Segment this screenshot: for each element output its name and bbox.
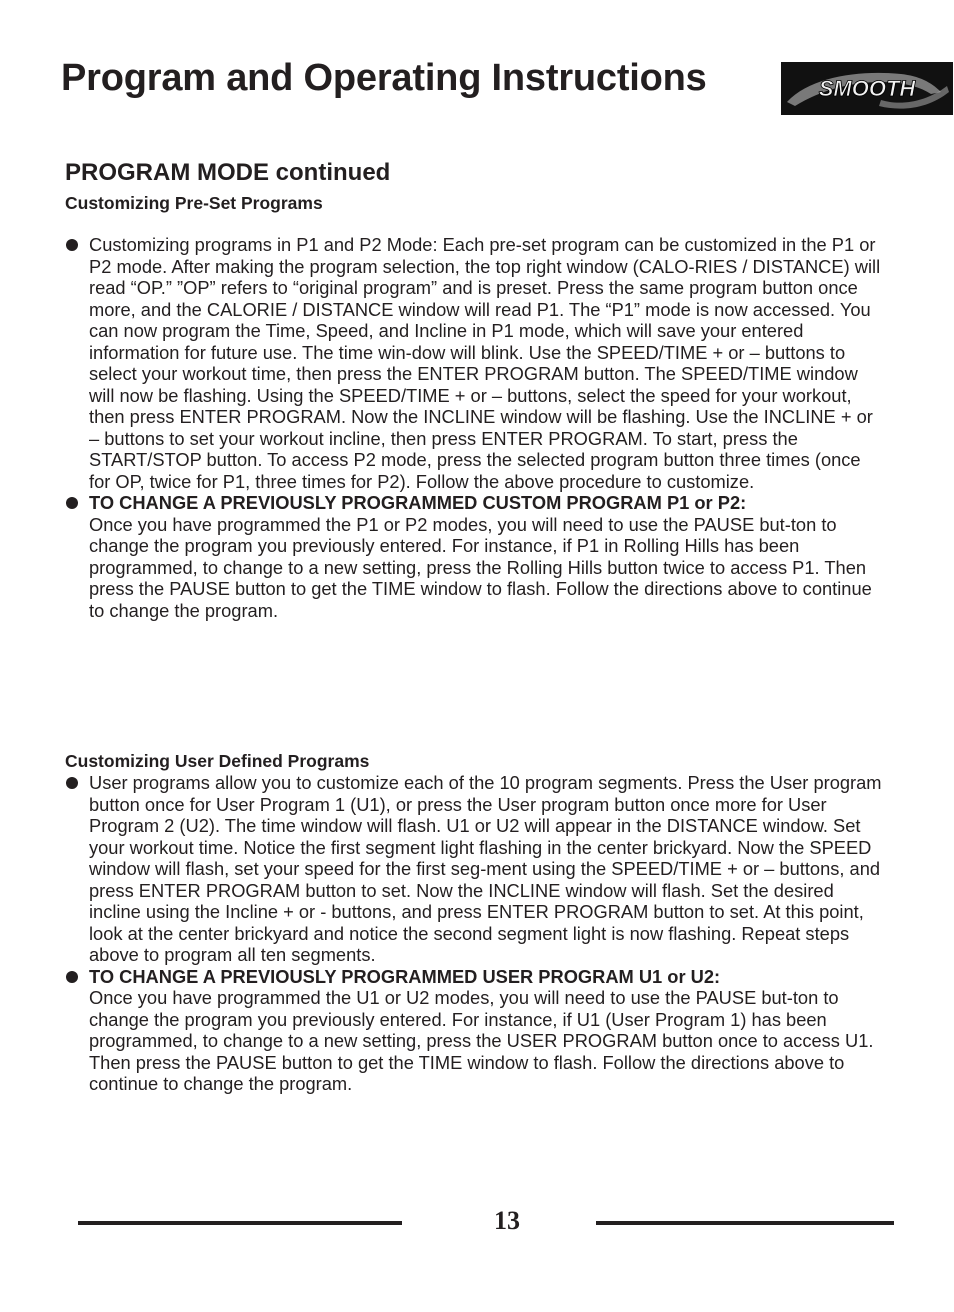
- page-title: Program and Operating Instructions: [61, 57, 707, 99]
- bullet-heading: TO CHANGE A PREVIOUSLY PROGRAMMED USER PROGRAM U1 or U2:: [89, 965, 721, 987]
- brand-logo: [781, 62, 953, 115]
- bullet-icon: [66, 971, 78, 983]
- preset-bullet-list: [65, 234, 885, 621]
- user-bullet-list: [65, 772, 885, 1095]
- bullet-text: Once you have programmed the U1 or U2 modes, you will need to use the PAUSE but-ton to change the program you previously entered. For instance, if U1 (User Program 1) has been programmed, to change to a new setting, press the USER PROGRAM button once to access U1. Then press the PAUSE button to get the TIME window to flash. Follow the directions above to continue to change the program.: [89, 987, 874, 1094]
- bullet-icon: [66, 497, 78, 509]
- smooth-logo-icon: [781, 62, 953, 115]
- list-item: [65, 234, 885, 492]
- bullet-icon: [66, 239, 78, 251]
- subsection-heading-preset: Customizing Pre-Set Programs: [65, 193, 323, 213]
- list-item: [65, 772, 885, 966]
- page-number: 13: [494, 1206, 520, 1235]
- bullet-text: Once you have programmed the P1 or P2 modes, you will need to use the PAUSE but-ton to change the program you previously entered. For instance, if P1 in Rolling Hills has been programmed, to change to a new setting, press the Rolling Hills button twice to access P1. Then press the PAUSE button to get the TIME window to flash. Follow the directions above to continue to change the program.: [89, 513, 872, 621]
- bullet-text: Customizing programs in P1 and P2 Mode: Each pre-set program can be customized in the P1 or P2 mode. After making the program selection, the top right window (CALO-RIES / DISTANCE) will read “OP.” ”OP” refers to “original program” and is preset. Press the same program button once more, and the CALORIE / DISTANCE window will read P1. The “P1” mode is now accessed. You can now program the Time, Speed, and Incline in P1 mode, which will save your entered information for future use. The time win-dow will blink. Use the SPEED/TIME + or – buttons to select your workout time, then press the ENTER PROGRAM button. The SPEED/TIME window will now be flashing. Using the SPEED/TIME + or – buttons, select the speed for your workout, then press ENTER PROGRAM. Now the INCLINE window will be flashing. Use the INCLINE + or – buttons to set your workout incline, then press ENTER PROGRAM. To start, press the START/STOP button. To access P2 mode, press the selected program button three times (once for OP, twice for P1, three times for P2). Follow the above procedure to customize.: [89, 234, 881, 492]
- subsection-heading-user: Customizing User Defined Programs: [65, 751, 370, 771]
- list-item: [65, 966, 885, 1095]
- section-heading: PROGRAM MODE continued: [65, 159, 391, 186]
- footer-rule-left: [78, 1221, 402, 1225]
- logo-text: SMOOTH: [818, 76, 916, 101]
- list-item: [65, 492, 885, 621]
- bullet-icon: [66, 777, 78, 789]
- bullet-heading: TO CHANGE A PREVIOUSLY PROGRAMMED CUSTOM PROGRAM P1 or P2:: [89, 492, 747, 513]
- bullet-text: User programs allow you to customize each of the 10 program segments. Press the User program button once for User Program 1 (U1), or press the User program button once more for User Program 2 (U2). The time window will flash. U1 or U2 will appear in the DISTANCE window. Set your workout time. Notice the first segment light flashing in the center brickyard. Now the SPEED window will flash, set your speed for the first seg-ment using the SPEED/TIME + or – buttons, and press ENTER PROGRAM button to set. Now the INCLINE window will flash. Set the desired incline using the Incline + or - buttons, and press ENTER PROGRAM button to set. At this point, look at the center brickyard and notice the second segment light is now flashing. Repeat steps above to program all ten segments.: [89, 772, 882, 965]
- footer-rule-right: [596, 1221, 894, 1225]
